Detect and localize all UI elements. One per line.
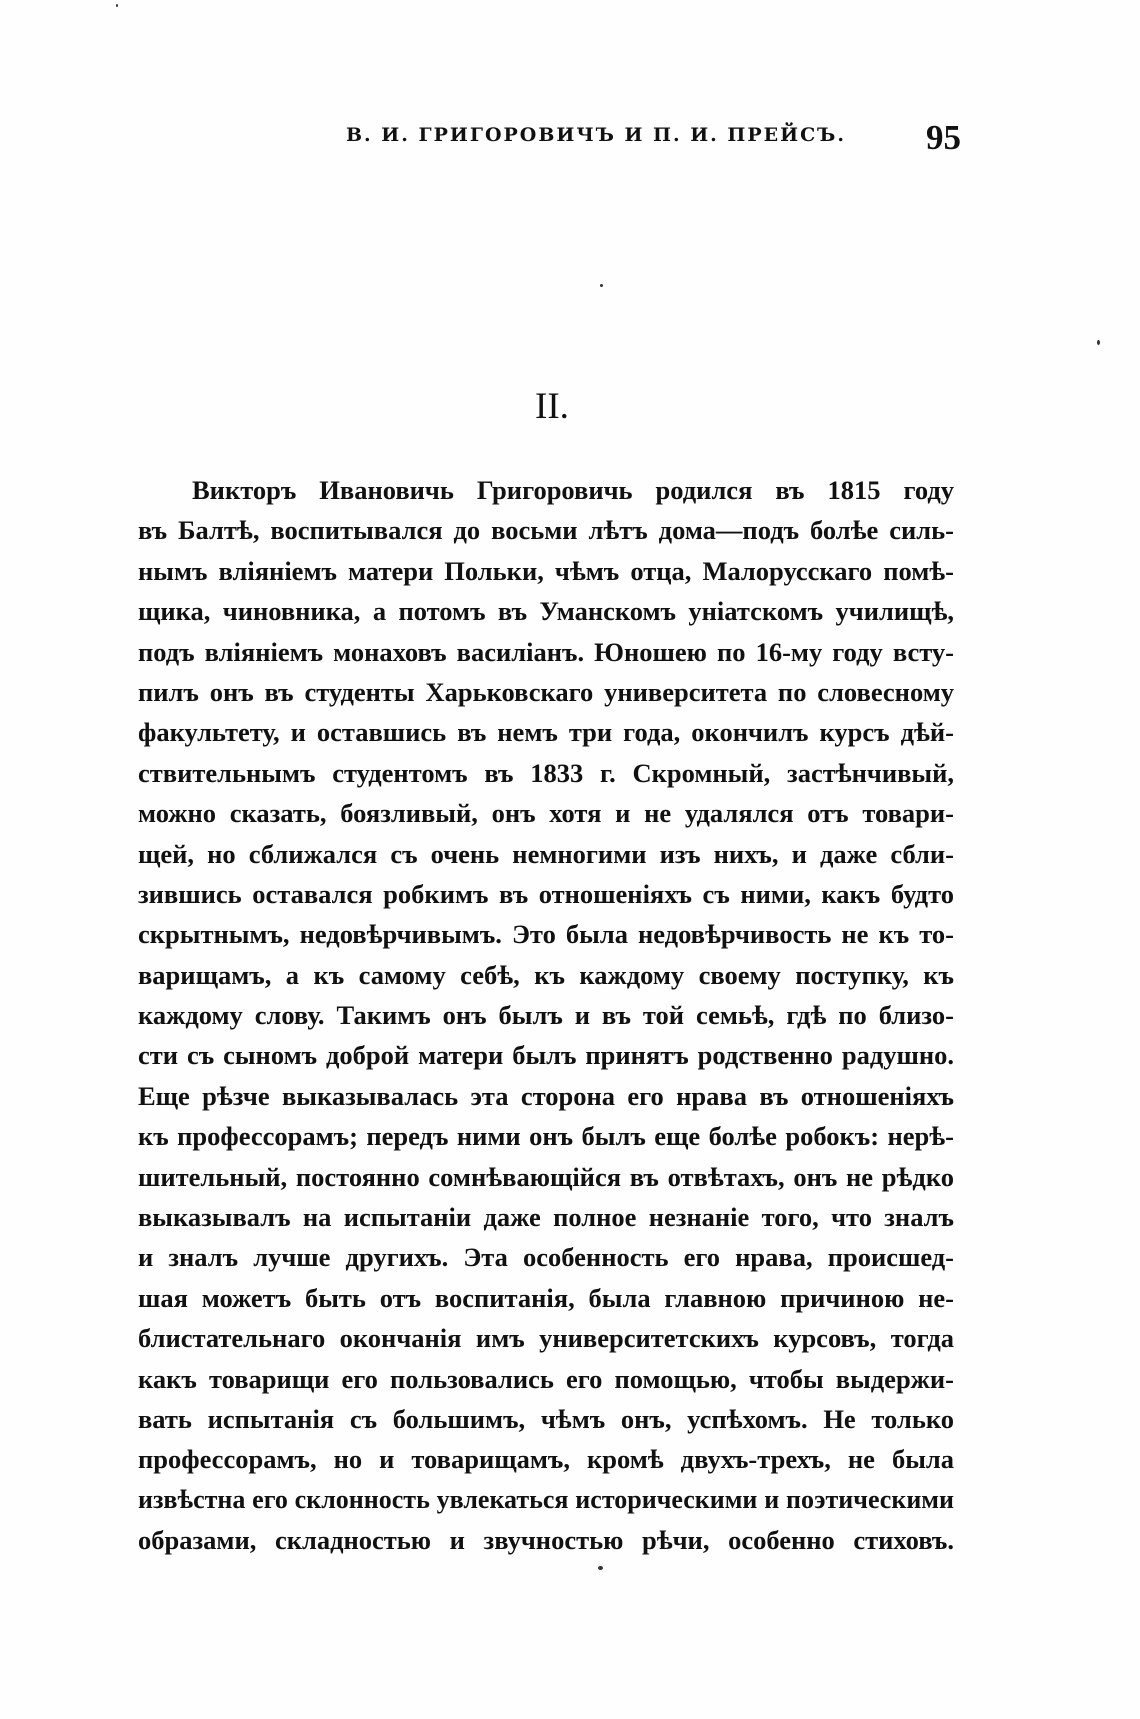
text-line: шительный, постоянно сомнѣвающійся въ отвѣтахъ, онъ не рѣдко bbox=[138, 1161, 954, 1192]
text-line: зившись оставался робкимъ въ отношеніяхъ съ ними, какъ будто bbox=[138, 878, 954, 909]
print-speck bbox=[598, 1566, 603, 1570]
text-line: каждому слову. Такимъ онъ былъ и въ той семьѣ, гдѣ по близо- bbox=[138, 1000, 954, 1031]
print-speck bbox=[1097, 340, 1100, 345]
text-line: можно сказать, боязливый, онъ хотя и не удалялся отъ товари- bbox=[138, 798, 954, 829]
text-line: сти съ сыномъ доброй матери былъ принятъ родственно радушно. bbox=[138, 1040, 954, 1071]
text-line: факультету, и оставшись въ немъ три года, окончилъ курсъ дѣй- bbox=[138, 717, 954, 748]
text-line: Еще рѣзче выказывалась эта сторона его нрава въ отношеніяхъ bbox=[138, 1080, 954, 1111]
text-line: ствительнымъ студентомъ въ 1833 г. Скромный, застѣнчивый, bbox=[138, 757, 954, 788]
print-speck bbox=[116, 4, 118, 7]
text-line: профессорамъ, но и товарищамъ, кромѣ двухъ-трехъ, не была bbox=[138, 1444, 954, 1475]
running-head: В. И. ГРИГОРОВИЧЪ И П. И. ПРЕЙСЪ. bbox=[346, 124, 846, 146]
text-line: пилъ онъ въ студенты Харьковскаго университета по словесному bbox=[138, 676, 954, 707]
text-line: щей, но сближался съ очень немногими изъ нихъ, и даже сбли- bbox=[138, 838, 954, 869]
text-line: образами, складностью и звучностью рѣчи, особенно стиховъ. bbox=[138, 1525, 954, 1556]
section-number: II. bbox=[535, 386, 569, 427]
body-paragraph bbox=[138, 470, 954, 1561]
print-speck bbox=[600, 284, 603, 287]
text-line: въ Балтѣ, воспитывался до восьми лѣтъ дома—подъ болѣе силь- bbox=[138, 515, 954, 546]
text-line: къ профессорамъ; передъ ними онъ былъ еще болѣе робокъ: нерѣ- bbox=[138, 1121, 954, 1152]
text-line: шая можетъ быть отъ воспитанія, была главною причиною не- bbox=[138, 1282, 954, 1313]
text-line: какъ товарищи его пользовались его помощью, чтобы выдержи- bbox=[138, 1363, 954, 1394]
text-line: Викторъ Ивановичь Григоровичь родился въ 1815 году bbox=[192, 475, 954, 505]
text-line: нымъ вліяніемъ матери Польки, чѣмъ отца, Малорусскаго помѣ- bbox=[138, 555, 954, 586]
text-line: и зналъ лучше другихъ. Эта особенность его нрава, происшед- bbox=[138, 1242, 954, 1273]
text-line: скрытнымъ, недовѣрчивымъ. Это была недовѣрчивость не къ то- bbox=[138, 919, 954, 950]
text-line: вать испытанія съ большимъ, чѣмъ онъ, успѣхомъ. Не только bbox=[138, 1403, 954, 1434]
text-line: извѣстна его склонность увлекаться историческими и поэтическими bbox=[138, 1484, 954, 1514]
text-line: варищамъ, а къ самому себѣ, къ каждому своему поступку, къ bbox=[138, 959, 954, 990]
text-line: подъ вліяніемъ монаховъ василіанъ. Юношею по 16-му году всту- bbox=[138, 636, 954, 667]
text-line: выказывалъ на испытаніи даже полное незнаніе того, что зналъ bbox=[138, 1202, 954, 1233]
page-number: 95 bbox=[926, 118, 961, 157]
text-line: щика, чиновника, а потомъ въ Уманскомъ уніатскомъ училищѣ, bbox=[138, 596, 954, 627]
text-line: блистательнаго окончанія имъ университетскихъ курсовъ, тогда bbox=[138, 1323, 954, 1354]
